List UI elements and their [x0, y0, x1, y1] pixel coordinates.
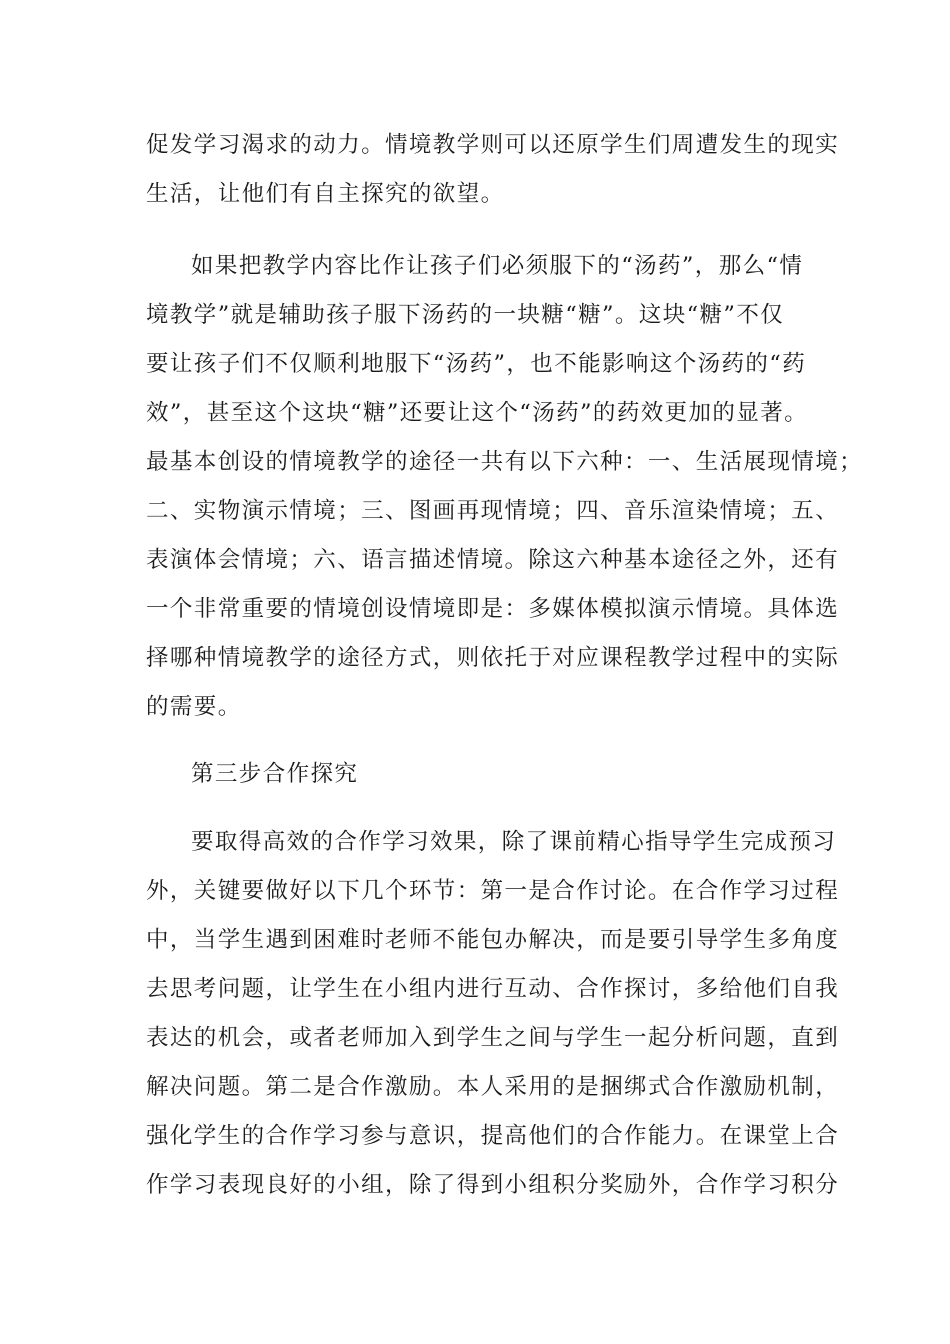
- text-line-5: 要让孩子们不仅顺利地服下“汤药”，也不能影响这个汤药的“药: [146, 351, 807, 377]
- text-line-11: 择哪种情境教学的途径方式，则依托于对应课程教学过程中的实际: [146, 645, 840, 671]
- text-line-17: 去思考问题，让学生在小组内进行互动、合作探讨，多给他们自我: [146, 976, 840, 1002]
- text-line-21: 作学习表现良好的小组，除了得到小组积分奖励外，合作学习积分: [146, 1172, 840, 1198]
- text-line-8: 二、实物演示情境；三、图画再现情境；四、音乐渲染情境；五、: [146, 498, 840, 524]
- text-line-18: 表达的机会，或者老师加入到学生之间与学生一起分析问题，直到: [146, 1025, 840, 1051]
- text-line-19: 解决问题。第二是合作激励。本人采用的是捆绑式合作激励机制，: [146, 1074, 840, 1100]
- text-line-6: 效”，甚至这个这块“糖”还要让这个“汤药”的药效更加的显著。: [146, 400, 809, 426]
- text-line-20: 强化学生的合作学习参与意识，提高他们的合作能力。在课堂上合: [146, 1123, 840, 1149]
- text-line-16: 中，当学生遇到困难时老师不能包办解决，而是要引导学生多角度: [146, 927, 840, 953]
- text-line-4: 境教学”就是辅助孩子服下汤药的一块糖“糖”。这块“糖”不仅: [146, 302, 785, 328]
- text-line-3: 如果把教学内容比作让孩子们必须服下的“汤药”，那么“情: [191, 253, 804, 279]
- text-line-1: 促发学习渴求的动力。情境教学则可以还原学生们周遭发生的现实: [146, 132, 840, 158]
- text-line-15: 外，关键要做好以下几个环节：第一是合作讨论。在合作学习过程: [146, 878, 840, 904]
- text-line-9: 表演体会情境；六、语言描述情境。除这六种基本途径之外，还有: [146, 547, 840, 573]
- text-line-7: 最基本创设的情境教学的途径一共有以下六种：一、生活展现情境；: [146, 449, 864, 475]
- text-line-2: 生活，让他们有自主探究的欲望。: [146, 181, 505, 207]
- text-line-14: 要取得高效的合作学习效果，除了课前精心指导学生完成预习: [191, 829, 837, 855]
- text-line-12: 的需要。: [146, 694, 242, 720]
- text-line-10: 一个非常重要的情境创设情境即是：多媒体模拟演示情境。具体选: [146, 596, 840, 622]
- section-heading: 第三步合作探究: [191, 761, 359, 787]
